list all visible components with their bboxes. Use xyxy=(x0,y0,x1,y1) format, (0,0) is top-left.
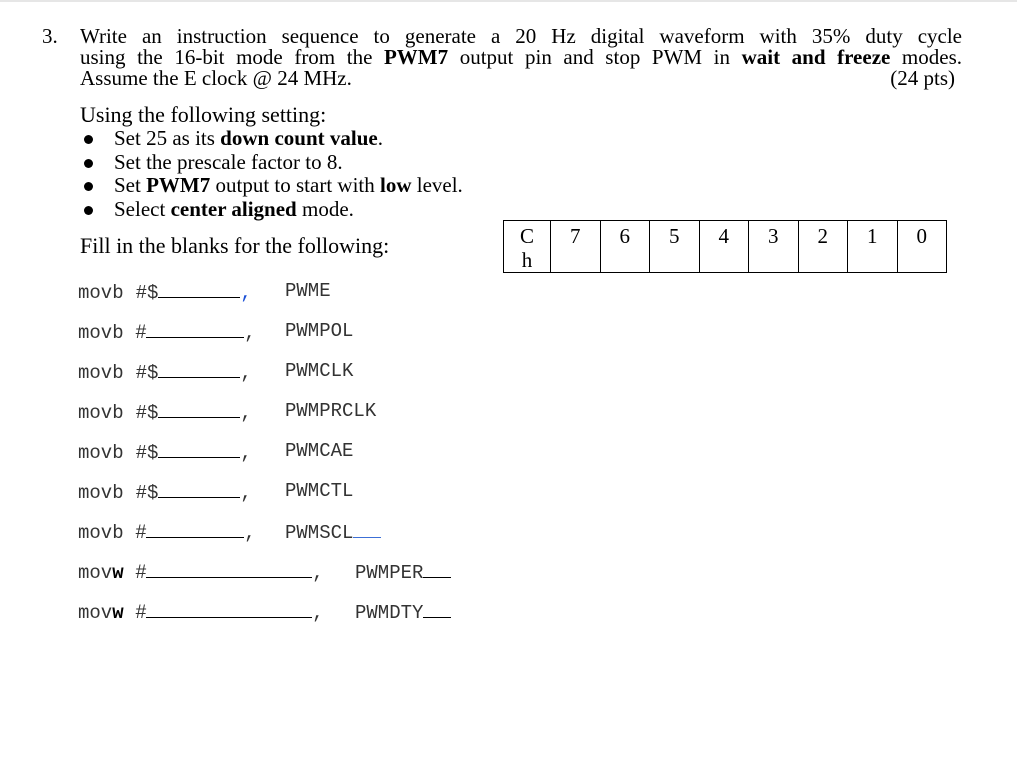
register-name: PWMSCL xyxy=(285,519,381,545)
comma: , xyxy=(240,482,252,504)
bit-cell-0[interactable]: 0 xyxy=(897,221,947,273)
code-line-pwmcae xyxy=(78,439,252,463)
comma: , xyxy=(244,522,256,544)
register-name: PWMPER xyxy=(355,559,451,585)
bit-cell-4[interactable]: 4 xyxy=(699,221,749,273)
immediate-prefix: #$ xyxy=(135,442,159,464)
top-divider xyxy=(0,0,1017,2)
mnemonic: movw xyxy=(78,562,124,584)
settings-list xyxy=(80,127,463,221)
settings-item: Set the prescale factor to 8. xyxy=(80,151,463,175)
bullet-icon xyxy=(84,135,93,144)
mnemonic: movb xyxy=(78,282,124,304)
comma: , xyxy=(240,402,252,424)
question-line-3: Assume the E clock @ 24 MHz. xyxy=(80,66,352,90)
register-name: PWME xyxy=(285,280,331,302)
answer-blank[interactable] xyxy=(158,479,240,498)
bit-table-row xyxy=(504,221,947,273)
register-name: PWMPRCLK xyxy=(285,400,377,422)
code-line-pwme xyxy=(78,279,252,303)
immediate-prefix: #$ xyxy=(135,362,159,384)
bit-table-header-cell: C h xyxy=(504,221,551,273)
answer-blank[interactable] xyxy=(158,399,240,418)
settings-item: Set 25 as its down count value. xyxy=(80,127,463,151)
immediate-prefix: # xyxy=(135,322,147,343)
answer-blank[interactable] xyxy=(146,319,244,338)
settings-item: Set PWM7 output to start with low level. xyxy=(80,174,463,198)
immediate-prefix: # xyxy=(135,602,147,623)
register-name: PWMCTL xyxy=(285,480,354,502)
immediate-prefix: #$ xyxy=(135,402,159,424)
immediate-prefix: # xyxy=(135,562,147,583)
register-underline xyxy=(423,559,451,578)
mnemonic: movb xyxy=(78,522,124,544)
mnemonic: movb xyxy=(78,362,124,384)
bit-cell-1[interactable]: 1 xyxy=(848,221,898,273)
code-line-pwmprclk xyxy=(78,399,252,423)
mnemonic: movb xyxy=(78,322,124,344)
bit-cell-6[interactable]: 6 xyxy=(600,221,650,273)
answer-blank[interactable] xyxy=(158,439,240,458)
immediate-prefix: #$ xyxy=(135,482,159,504)
code-line-pwmctl xyxy=(78,479,252,503)
register-name: PWMCLK xyxy=(285,360,354,382)
immediate-prefix: #$ xyxy=(135,282,159,304)
code-line-pwmpol xyxy=(78,319,256,343)
comma: , xyxy=(240,442,252,464)
bullet-icon xyxy=(84,182,93,191)
register-name: PWMCAE xyxy=(285,440,354,462)
register-name: PWMPOL xyxy=(285,320,354,342)
settings-title: Using the following setting: xyxy=(80,102,327,127)
register-underline xyxy=(423,599,451,618)
bit-cell-2[interactable]: 2 xyxy=(798,221,848,273)
bullet-icon xyxy=(84,159,93,168)
question-number: 3. xyxy=(42,24,58,48)
answer-blank[interactable] xyxy=(146,599,312,618)
bullet-icon xyxy=(84,206,93,215)
bit-table xyxy=(503,220,947,273)
code-line-pwmclk xyxy=(78,359,252,383)
points-label: (24 pts) xyxy=(890,66,955,90)
mnemonic: movb xyxy=(78,482,124,504)
mnemonic: movb xyxy=(78,402,124,424)
code-line-pwmper xyxy=(78,559,324,583)
register-name: PWMDTY xyxy=(355,599,451,625)
register-underline xyxy=(353,519,381,538)
answer-blank[interactable] xyxy=(146,559,312,578)
mnemonic: movb xyxy=(78,442,124,464)
comma: , xyxy=(240,362,252,384)
comma: , xyxy=(312,602,324,624)
bit-cell-5[interactable]: 5 xyxy=(650,221,700,273)
bit-cell-7[interactable]: 7 xyxy=(551,221,601,273)
comma: , xyxy=(240,282,252,304)
immediate-prefix: # xyxy=(135,522,147,543)
mnemonic: movw xyxy=(78,602,124,624)
comma: , xyxy=(312,562,324,584)
question-line-1: Write an instruction sequence to generate a 20 Hz digital waveform with 35% duty cycle xyxy=(80,24,962,48)
answer-blank[interactable] xyxy=(158,279,240,298)
code-line-pwmdty xyxy=(78,599,324,623)
answer-blank[interactable] xyxy=(146,519,244,538)
code-line-pwmscl xyxy=(78,519,256,543)
bit-cell-3[interactable]: 3 xyxy=(749,221,799,273)
fill-title: Fill in the blanks for the following: xyxy=(80,233,390,258)
comma: , xyxy=(244,322,256,344)
answer-blank[interactable] xyxy=(158,359,240,378)
settings-item: Select center aligned mode. xyxy=(80,198,463,222)
question-line-2: using the 16-bit mode from the PWM7 output pin and stop PWM in wait and freeze modes. xyxy=(80,45,963,69)
